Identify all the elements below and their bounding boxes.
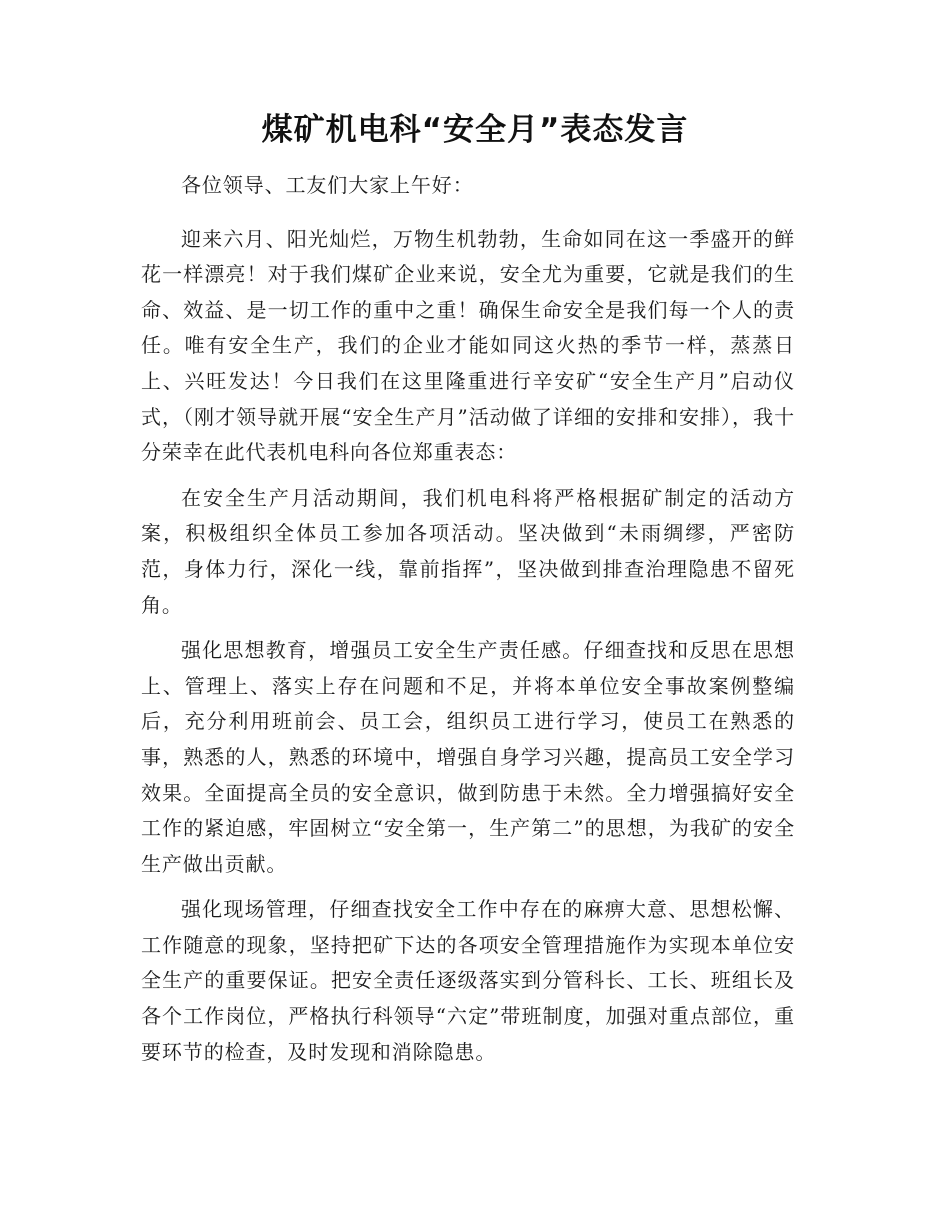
paragraph-3: 强化思想教育，增强员工安全生产责任感。仔细查找和反思在思想上、管理上、落实上存在问题和不足，并将本单位安全事故案例整编后，充分利用班前会、员工会，组织员工进行学习，使员工在熟悉的事，熟悉的人，熟悉的环境中，增强自身学习兴趣，提高员工安全学习效果。全面提高全员的安全意识，做到防患于未然。全力增强搞好安全工作的紧迫感，牢固树立“安全第一，生产第二”的思想，为我矿的安全生产做出贡献。: [141, 638, 795, 876]
paragraph-2: 在安全生产月活动期间，我们机电科将严格根据矿制定的活动方案，积极组织全体员工参加各项活动。坚决做到“未雨绸缪，严密防范，身体力行，深化一线，靠前指挥”，坚决做到排查治理隐患不留死角。: [141, 485, 795, 617]
paragraph-1: 迎来六月、阳光灿烂，万物生机勃勃，生命如同在这一季盛开的鲜花一样漂亮！对于我们煤矿企业来说，安全尤为重要，它就是我们的生命、效益、是一切工作的重中之重！确保生命安全是我们每一个人的责任。唯有安全生产，我们的企业才能如同这火热的季节一样，蒸蒸日上、兴旺发达！今日我们在这里隆重进行辛安矿“安全生产月”启动仪式，（刚才领导就开展“安全生产月”活动做了详细的安排和安排），我十分荣幸在此代表机电科向各位郑重表态：: [141, 226, 795, 465]
document-body: [141, 168, 795, 1080]
paragraph-4: 强化现场管理，仔细查找安全工作中存在的麻痹大意、思想松懈、工作随意的现象，坚持把矿下达的各项安全管理措施作为实现本单位安全生产的重要保证。把安全责任逐级落实到分管科长、工长、班组长及各个工作岗位，严格执行科领导“六定”带班制度，加强对重点部位，重要环节的检查，及时发现和消除隐患。: [141, 897, 795, 1064]
page-title: 煤矿机电科“安全月”表态发言: [261, 112, 689, 148]
greeting-line: 各位领导、工友们大家上午好：: [181, 173, 474, 197]
